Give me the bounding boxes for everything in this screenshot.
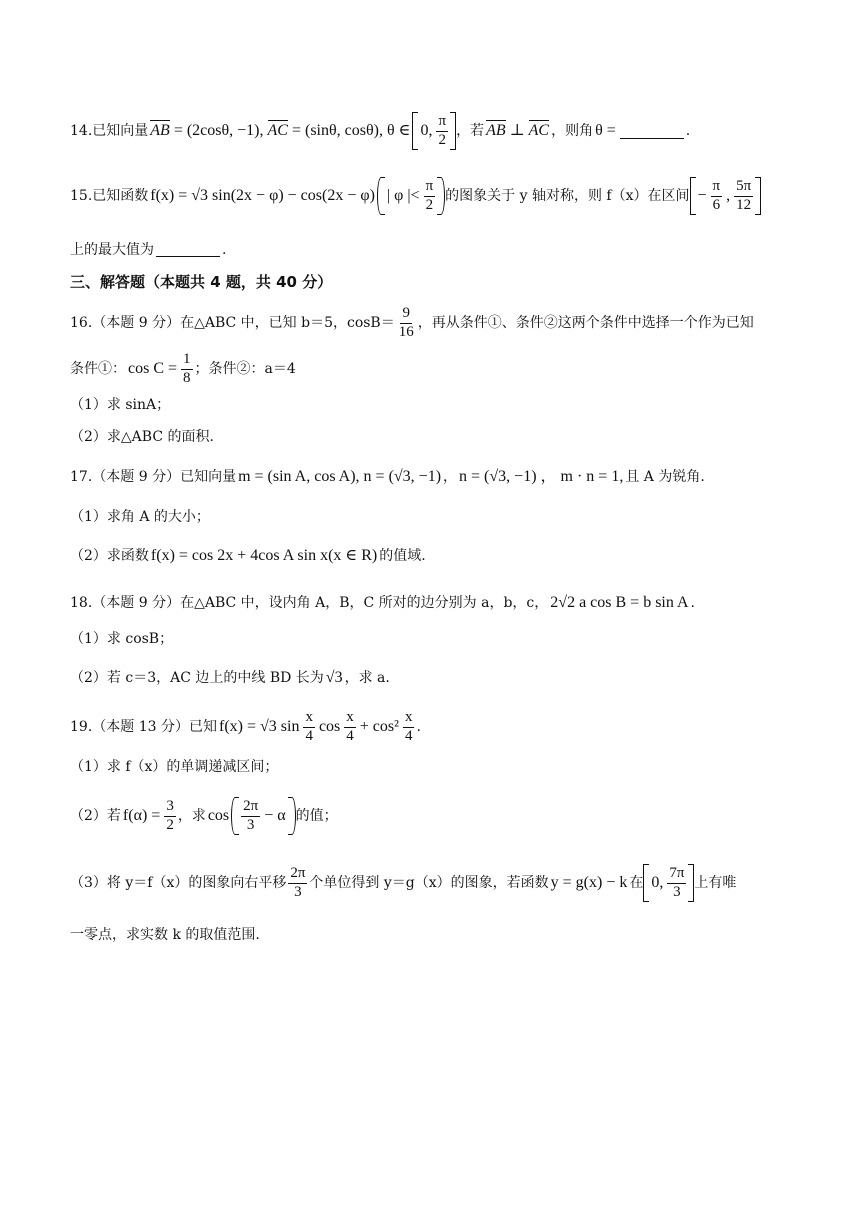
q15-prefix: 15.已知函数 [70, 188, 149, 204]
q19-part-3: （3）将 y＝f（x）的图象向右平移 $\frac{2\pi}{3}$ 个单位得到 y＝g（x）的图象，若函数 y = g(x) − k 在 0, $\frac{7\pi}{3}$ 上有唯 [70, 864, 800, 902]
q14-prefix: 14.已知向量 [70, 123, 149, 139]
question-16: 16.（本题 9 分）在△ABC 中，已知 b＝5，cosB＝ $\frac{9}{16}$ ，再从条件①、条件②这两个条件中选择一个作为已知 [70, 305, 754, 340]
q16-part-1: （1）求 sinA； [70, 397, 171, 413]
answer-blank [620, 124, 684, 139]
q15-condition: | φ |< $\frac{\pi}{2}$ [377, 177, 445, 215]
vector-ac: AC [267, 122, 288, 139]
q15-mid: 的图象关于 y 轴对称，则 f（x）在区间 [445, 188, 690, 204]
question-14: 14.已知向量 AB = (2cosθ, −1), AC = (sinθ, cosθ), θ ∈ 0, $\frac{\pi}{2}$ ，若 AB ⊥ AC ，则角 θ = . [70, 112, 800, 150]
question-16-conditions: 条件①： cos C = $\frac{1}{8}$ ；条件②：a＝4 [70, 351, 296, 386]
q16-part-2: （2）求△ABC 的面积. [70, 429, 214, 445]
question-19: 19.（本题 13 分）已知 f(x) = √3 sin $\frac{x}{4}$ cos $\frac{x}{4}$ + cos² $\frac{x}{4}$ . [70, 709, 421, 744]
q14-theta: θ = [595, 122, 616, 139]
q18-part-1: （1）求 cosB； [70, 631, 174, 647]
q15-interval: − $\frac{\pi}{6}$ , $\frac{5\pi}{12}$ [690, 177, 762, 215]
q18-part-2: （2）若 c＝3，AC 边上的中线 BD 长为 √3 ，求 a. [70, 669, 390, 686]
question-15 [70, 177, 800, 215]
q14-mid: ，若 [456, 123, 485, 139]
perp-symbol: ⊥ [509, 122, 525, 139]
q19-part-1: （1）求 f（x）的单调递减区间； [70, 759, 279, 775]
answer-blank [156, 242, 220, 257]
q14-interval: 0, $\frac{\pi}{2}$ [412, 112, 456, 150]
question-15-line2: 上的最大值为 . [70, 241, 227, 258]
vector-ab: AB [150, 122, 170, 139]
question-17: 17.（本题 9 分）已知向量 m = (sin A, cos A), n = (√3, −1) ， n = (√3, −1) ， m · n = 1, 且 A 为锐角. [70, 468, 705, 485]
q19-part-3-line2: 一零点，求实数 k 的取值范围. [70, 927, 260, 943]
q15-function: f(x) = √3 sin(2x − φ) − cos(2x − φ) [150, 187, 375, 204]
q14-ac-expr: = (sinθ, cosθ), θ ∈ [291, 122, 411, 139]
q17-part-1: （1）求角 A 的大小； [70, 509, 210, 525]
q14-suffix: ，则角 [551, 123, 594, 139]
q17-part-2: （2）求函数 f(x) = cos 2x + 4cos A sin x(x ∈ R) 的值域. [70, 547, 426, 564]
q19-part-2: （2）若 f(α) = $\frac{3}{2}$ ，求 cos $\frac{2\pi}{3}$ − α 的值； [70, 797, 800, 835]
question-18: 18.（本题 9 分）在△ABC 中，设内角 A，B，C 所对的边分别为 a，b，c， 2√2 a cos B = b sin A . [70, 594, 695, 611]
q14-ab-expr: = (2cosθ, −1), [173, 122, 264, 139]
section-heading: 三、解答题（本题共 4 题，共 40 分） [70, 273, 333, 291]
